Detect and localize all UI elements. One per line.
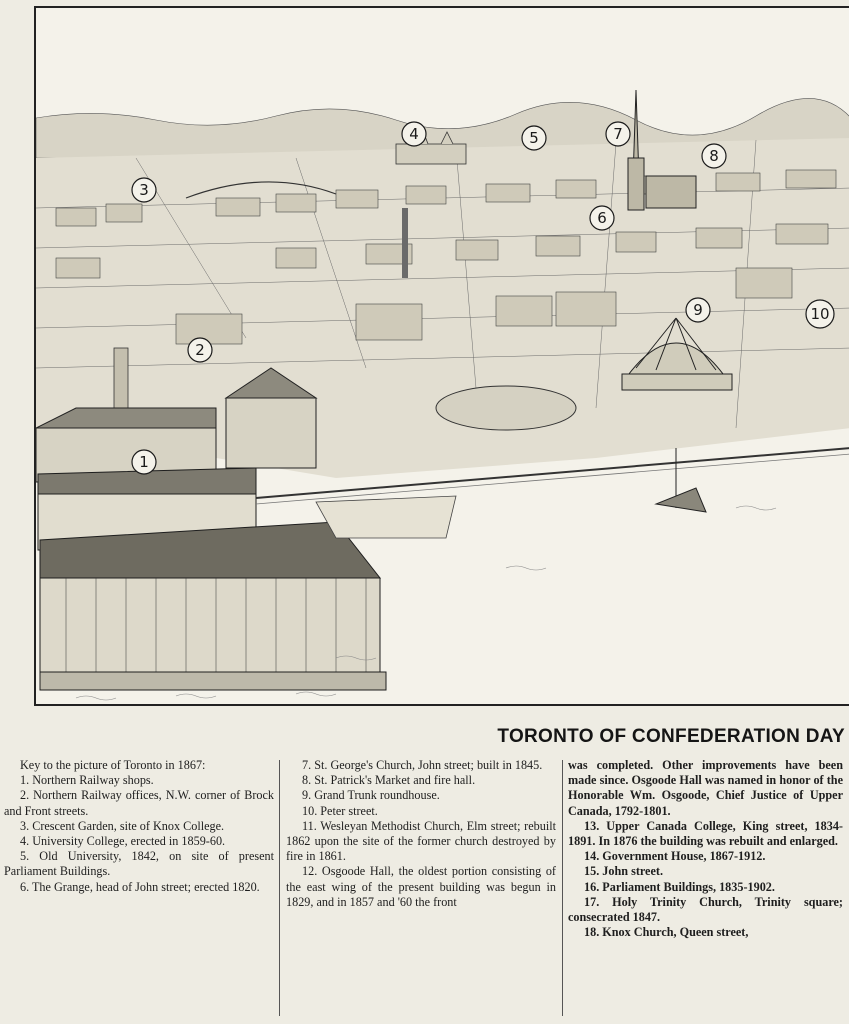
marker-2 [188, 338, 212, 362]
marker-9 [686, 298, 710, 322]
key-entry: 1. Northern Railway shops. [20, 773, 154, 788]
key-entry: 7. St. George's Church, John street; built in 1845. [302, 758, 543, 772]
key-entry: 16. Parliament Buildings, 1835-1902. [584, 879, 775, 894]
key-entry: 2. Northern Railway offices, N.W. corner of Brock and Front streets. [4, 788, 274, 818]
key-entry: 11. Wesleyan Methodist Church, Elm street; rebuilt 1862 upon the site of the former church destroyed by fire in 1861. [286, 818, 556, 864]
key-entry: 9. Grand Trunk roundhouse. [302, 788, 440, 803]
svg-text:6: 6 [597, 209, 607, 227]
city-illustration [34, 6, 849, 706]
key-entry: 4. University College, erected in 1859-60. [20, 834, 226, 849]
marker-1 [132, 450, 156, 474]
svg-text:2: 2 [195, 341, 205, 359]
marker-7 [606, 122, 630, 146]
marker-3 [132, 178, 156, 202]
toronto-1867-drawing [36, 8, 849, 704]
svg-text:4: 4 [409, 125, 419, 143]
key-entry: 8. St. Patrick's Market and fire hall. [302, 773, 476, 788]
key-column-2 [286, 758, 556, 1020]
key-entry: 15. John street. [584, 864, 663, 879]
key-intro: Key to the picture of Toronto in 1867: [20, 758, 206, 772]
key-continuation: was completed. Other improvements have been made since. Osgoode Hall was named in honor of the Honorable Wm. Osgoode, Chief Justice of Upper Canada, 1792-1801. [568, 758, 843, 818]
chimney [402, 208, 408, 278]
column-divider [279, 760, 280, 1016]
marker-4 [402, 122, 426, 146]
key-entry: 5. Old University, 1842, on site of present Parliament Buildings. [4, 849, 274, 879]
svg-text:7: 7 [613, 125, 623, 143]
turntable [436, 386, 576, 430]
page-title: TORONTO OF CONFEDERATION DAY [497, 726, 845, 747]
marker-6 [590, 206, 614, 230]
svg-text:10: 10 [810, 305, 830, 323]
marker-5 [522, 126, 546, 150]
pier [316, 496, 456, 538]
key-entry: 3. Crescent Garden, site of Knox College. [20, 818, 225, 833]
key-entry: 13. Upper Canada College, King street, 1834-1891. In 1876 the building was rebuilt and enlarged. [568, 818, 843, 849]
key-entry: 14. Government House, 1867-1912. [584, 849, 766, 864]
marker-10 [806, 300, 834, 328]
svg-text:1: 1 [139, 453, 149, 471]
key-entry: 6. The Grange, head of John street; erected 1820. [20, 879, 260, 894]
svg-text:5: 5 [529, 129, 539, 147]
key-entry: 17. Holy Trinity Church, Trinity square; consecrated 1847. [568, 894, 843, 925]
key-entry: 10. Peter street. [302, 803, 378, 818]
key-column-1 [4, 758, 274, 1020]
key-entry: 12. Osgoode Hall, the oldest portion consisting of the east wing of the present building was begun in 1829, and in 1857 and '60 the front [286, 864, 556, 909]
key-column-3 [568, 758, 843, 1020]
column-divider [562, 760, 563, 1016]
marker-8 [702, 144, 726, 168]
key-entry: 18. Knox Church, Queen street, [584, 925, 749, 940]
svg-text:9: 9 [693, 301, 703, 319]
svg-text:3: 3 [139, 181, 149, 199]
svg-text:8: 8 [709, 147, 719, 165]
